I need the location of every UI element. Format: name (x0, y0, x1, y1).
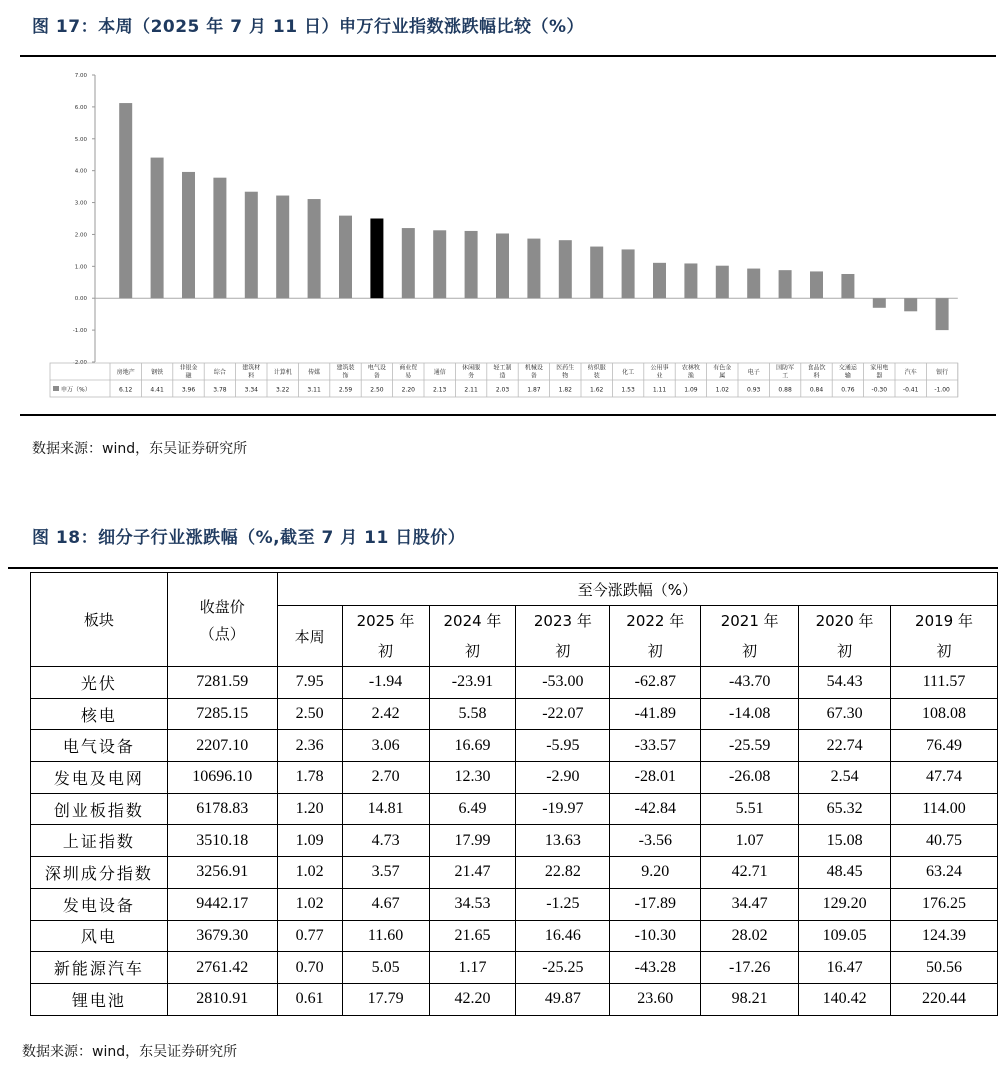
table-body (31, 667, 998, 1016)
category-label: 食品饮 (807, 364, 826, 372)
table-cell: 2810.91 (167, 983, 277, 1015)
value-label: 1.09 (684, 386, 698, 394)
bar (936, 298, 949, 330)
header-week: 本周 (277, 606, 342, 667)
table-cell: -42.84 (610, 793, 701, 825)
table-cell: 21.47 (429, 857, 516, 889)
bar-highlight (370, 219, 383, 299)
table-cell: 176.25 (891, 888, 998, 920)
value-label: 1.53 (621, 386, 635, 394)
table-cell: 67.30 (799, 698, 891, 730)
table-cell: -43.70 (701, 667, 799, 699)
legend-key (53, 386, 59, 391)
table-cell: 3.57 (342, 857, 429, 889)
header-suffix: 初 (555, 642, 571, 660)
value-label: 1.62 (590, 386, 604, 394)
value-label: 1.87 (527, 386, 541, 394)
bar (213, 178, 226, 299)
category-label: 通信 (433, 369, 446, 376)
table-cell: 1.09 (277, 825, 342, 857)
table-cell: 109.05 (799, 920, 891, 952)
table-cell: 28.02 (701, 920, 799, 952)
header-suffix: 初 (647, 642, 663, 660)
table-cell: 65.32 (799, 793, 891, 825)
category-label: 机械设 (524, 364, 543, 372)
value-label: 1.02 (715, 386, 729, 394)
table-cell: 13.63 (516, 825, 610, 857)
table-cell: 4.73 (342, 825, 429, 857)
table-cell: -14.08 (701, 698, 799, 730)
header-year: 2021 年 (720, 612, 779, 630)
value-label: 0.93 (747, 386, 761, 394)
table-cell: 5.05 (342, 952, 429, 984)
table-cell: 7285.15 (167, 698, 277, 730)
table-cell: 2761.42 (167, 952, 277, 984)
table-cell: 48.45 (799, 857, 891, 889)
bar (810, 271, 823, 298)
value-label: 2.50 (370, 386, 384, 394)
sector-performance-table (30, 572, 998, 1016)
table-cell: 0.61 (277, 983, 342, 1015)
y-tick-label: 5.00 (74, 136, 87, 143)
value-label: 2.59 (338, 386, 353, 394)
category-label: 公用事 (650, 364, 669, 372)
value-label: 3.78 (213, 386, 227, 394)
y-tick-label: 6.00 (74, 104, 87, 111)
y-tick-label: 7.00 (74, 73, 87, 79)
y-tick-label: -1.00 (72, 328, 87, 335)
table-cell: 1.07 (701, 825, 799, 857)
bar (339, 216, 352, 299)
category-label: 物 (562, 372, 569, 380)
table-cell: 124.39 (891, 920, 998, 952)
chart-canvas (20, 58, 995, 415)
bar (465, 231, 478, 298)
table-cell: 108.08 (891, 698, 998, 730)
table-cell: 2.54 (799, 762, 891, 794)
series-label: 申万（%） (61, 386, 91, 394)
table-cell: -22.07 (516, 698, 610, 730)
category-label: 渔 (687, 372, 694, 380)
value-label: 3.96 (181, 386, 196, 394)
bar (653, 263, 666, 298)
category-label: 属 (719, 372, 726, 380)
table-cell: 49.87 (516, 983, 610, 1015)
table-cell: 1.20 (277, 793, 342, 825)
table-cell: 2.50 (277, 698, 342, 730)
table-cell: 9442.17 (167, 888, 277, 920)
header-close-line1: 收盘价 (199, 597, 245, 616)
bar (716, 266, 729, 299)
category-label: 融 (185, 372, 192, 380)
table-row (31, 983, 998, 1015)
row-sector: 上证指数 (31, 825, 168, 857)
y-tick-label: -2.00 (72, 360, 87, 366)
header-close-line2: （点） (199, 624, 245, 643)
table-row (31, 762, 998, 794)
table-cell: 2.70 (342, 762, 429, 794)
table-top-rule (8, 567, 998, 569)
table-cell: 12.30 (429, 762, 516, 794)
table-row (31, 698, 998, 730)
header-year: 2025 年 (356, 612, 415, 630)
table-cell: 1.78 (277, 762, 342, 794)
table-cell: 21.65 (429, 920, 516, 952)
table-cell: -3.56 (610, 825, 701, 857)
category-label: 器 (876, 372, 883, 380)
table-row (31, 920, 998, 952)
table-cell: 1.02 (277, 857, 342, 889)
category-label: 综合 (213, 369, 226, 376)
value-label: 3.34 (244, 386, 258, 394)
category-label: 家用电 (870, 364, 889, 372)
value-label: 2.13 (433, 386, 447, 394)
header-suffix: 初 (837, 642, 853, 660)
header-year: 2022 年 (626, 612, 685, 630)
category-label: 建筑装 (336, 364, 355, 372)
bar (276, 196, 289, 299)
bar (559, 240, 572, 298)
table-cell: 4.67 (342, 888, 429, 920)
value-label: 2.03 (495, 386, 510, 394)
category-label: 输 (844, 372, 851, 380)
table-row (31, 730, 998, 762)
table-cell: 34.53 (429, 888, 516, 920)
header-suffix: 初 (742, 642, 758, 660)
figure-18-title: 图 18：细分子行业涨跌幅（%,截至 7 月 11 日股价） (32, 528, 466, 548)
table-cell: 16.69 (429, 730, 516, 762)
row-sector: 发电及电网 (31, 762, 168, 794)
table-cell: 16.46 (516, 920, 610, 952)
value-label: 1.82 (558, 386, 572, 394)
table-cell: 17.99 (429, 825, 516, 857)
value-label: 2.11 (464, 386, 478, 394)
bar-chart (20, 58, 995, 415)
table-row (31, 857, 998, 889)
bar (779, 270, 792, 298)
table-cell: 7.95 (277, 667, 342, 699)
table-cell: 7281.59 (167, 667, 277, 699)
table-cell: 0.77 (277, 920, 342, 952)
table-cell: 22.82 (516, 857, 610, 889)
table-cell: 9.20 (610, 857, 701, 889)
category-label: 料 (248, 372, 255, 380)
table-cell: 0.70 (277, 952, 342, 984)
table-row (31, 888, 998, 920)
table-cell: -26.08 (701, 762, 799, 794)
table-row (31, 667, 998, 699)
row-sector: 发电设备 (31, 888, 168, 920)
category-label: 商业贸 (399, 364, 418, 372)
header-col-2023 (516, 606, 610, 667)
table-cell: 15.08 (799, 825, 891, 857)
table-cell: 3.06 (342, 730, 429, 762)
value-label: 0.88 (778, 386, 792, 394)
chart-bottom-rule (20, 414, 996, 416)
table-row (31, 793, 998, 825)
table-row (31, 825, 998, 857)
category-label: 易 (405, 372, 412, 380)
category-label: 有色金 (713, 364, 732, 372)
table-cell: -43.28 (610, 952, 701, 984)
category-label: 务 (468, 372, 475, 380)
bar (904, 298, 917, 311)
header-close (167, 573, 277, 667)
row-sector: 光伏 (31, 667, 168, 699)
figure-17-source: 数据来源：wind，东吴证券研究所 (32, 441, 248, 457)
table-cell: -1.25 (516, 888, 610, 920)
category-label: 造 (499, 372, 506, 380)
table-cell: 63.24 (891, 857, 998, 889)
y-tick-label: 0.00 (74, 296, 87, 303)
header-year: 2019 年 (915, 612, 973, 630)
table-cell: 98.21 (701, 983, 799, 1015)
header-col-2022 (610, 606, 701, 667)
category-label: 轻工制 (493, 364, 512, 372)
category-label: 饰 (342, 372, 349, 380)
bar (622, 249, 635, 298)
category-label: 钢铁 (151, 369, 164, 376)
table-cell: 5.58 (429, 698, 516, 730)
table-cell: 140.42 (799, 983, 891, 1015)
table-cell: 50.56 (891, 952, 998, 984)
table-cell: -1.94 (342, 667, 429, 699)
table-cell: 3510.18 (167, 825, 277, 857)
table-cell: -23.91 (429, 667, 516, 699)
table-cell: 11.60 (342, 920, 429, 952)
table-cell: 2.36 (277, 730, 342, 762)
category-label: 电气设 (367, 364, 386, 372)
table-cell: 47.74 (891, 762, 998, 794)
table-cell: -25.25 (516, 952, 610, 984)
table-cell: 2.42 (342, 698, 429, 730)
table-cell: -53.00 (516, 667, 610, 699)
table-cell: 3256.91 (167, 857, 277, 889)
table-cell: -25.59 (701, 730, 799, 762)
header-col-2021 (701, 606, 799, 667)
table-cell: 1.02 (277, 888, 342, 920)
category-label: 休闲服 (462, 364, 481, 372)
category-label: 汽车 (904, 369, 917, 376)
y-tick-label: 2.00 (74, 232, 87, 239)
header-year: 2024 年 (443, 612, 502, 630)
table-cell: 42.20 (429, 983, 516, 1015)
header-sector: 板块 (31, 573, 168, 667)
category-label: 工 (782, 372, 789, 380)
header-col-2024 (429, 606, 516, 667)
table-cell: 22.74 (799, 730, 891, 762)
header-col-2020 (799, 606, 891, 667)
bar (119, 103, 132, 298)
table-cell: -5.95 (516, 730, 610, 762)
value-label: 0.84 (809, 386, 824, 394)
y-tick-label: 4.00 (74, 168, 87, 175)
table-cell: -41.89 (610, 698, 701, 730)
category-label: 传媒 (308, 369, 321, 376)
value-label: 3.11 (307, 386, 321, 394)
bar (402, 228, 415, 298)
value-label: 2.20 (401, 386, 415, 394)
bar (151, 158, 164, 299)
category-label: 建筑材 (242, 364, 261, 372)
value-label: 3.22 (276, 386, 290, 394)
value-label: 6.12 (119, 386, 133, 394)
table-cell: -33.57 (610, 730, 701, 762)
table-cell: 6178.83 (167, 793, 277, 825)
table-cell: -2.90 (516, 762, 610, 794)
category-label: 计算机 (273, 369, 292, 376)
value-label: -0.41 (902, 386, 919, 394)
category-label: 化工 (622, 369, 635, 376)
category-label: 农林牧 (681, 364, 700, 372)
category-label: 业 (656, 372, 663, 380)
category-label: 备 (373, 372, 380, 380)
bar (590, 247, 603, 299)
bar (684, 263, 697, 298)
bar (308, 199, 321, 298)
table-cell: 54.43 (799, 667, 891, 699)
table-cell: 42.71 (701, 857, 799, 889)
table-cell: 220.44 (891, 983, 998, 1015)
header-group: 至今涨跌幅（%） (277, 573, 997, 606)
header-col-2019 (891, 606, 998, 667)
table-cell: 129.20 (799, 888, 891, 920)
top-rule (20, 55, 996, 57)
table-cell: -17.89 (610, 888, 701, 920)
table-cell: 1.17 (429, 952, 516, 984)
table-cell: 6.49 (429, 793, 516, 825)
category-label: 国防军 (776, 364, 795, 372)
bar (527, 239, 540, 299)
bar (433, 230, 446, 298)
value-label: 1.11 (652, 386, 667, 394)
table-cell: -17.26 (701, 952, 799, 984)
y-tick-label: 3.00 (74, 200, 87, 207)
table-cell: 16.47 (799, 952, 891, 984)
table-cell: -19.97 (516, 793, 610, 825)
bar (496, 233, 509, 298)
header-year: 2020 年 (815, 612, 874, 630)
category-label: 料 (813, 372, 820, 380)
row-sector: 风电 (31, 920, 168, 952)
header-suffix: 初 (936, 642, 952, 660)
row-sector: 新能源汽车 (31, 952, 168, 984)
category-label: 电子 (747, 369, 760, 376)
table-cell: 17.79 (342, 983, 429, 1015)
bar (182, 172, 195, 298)
category-label: 医药生 (556, 364, 575, 372)
value-label: 4.41 (150, 386, 164, 394)
table-cell: 76.49 (891, 730, 998, 762)
row-sector: 核电 (31, 698, 168, 730)
table-cell: -28.01 (610, 762, 701, 794)
table-cell: 3679.30 (167, 920, 277, 952)
table-cell: 10696.10 (167, 762, 277, 794)
header-suffix: 初 (378, 642, 394, 660)
category-label: 交通运 (838, 364, 857, 372)
table-row (31, 952, 998, 984)
table-cell: 40.75 (891, 825, 998, 857)
category-label: 非银金 (179, 364, 198, 372)
figure-18-source: 数据来源：wind，东吴证券研究所 (22, 1044, 238, 1060)
figure-17-title: 图 17：本周（2025 年 7 月 11 日）申万行业指数涨跌幅比较（%） (32, 17, 585, 37)
table-cell: 23.60 (610, 983, 701, 1015)
bar (245, 192, 258, 299)
category-label: 房地产 (116, 369, 135, 376)
value-label: -1.00 (934, 386, 950, 394)
table-cell: -62.87 (610, 667, 701, 699)
y-tick-label: 1.00 (74, 264, 87, 271)
table-cell: 111.57 (891, 667, 998, 699)
value-label: -0.30 (871, 386, 888, 394)
row-sector: 锂电池 (31, 983, 168, 1015)
table-cell: 2207.10 (167, 730, 277, 762)
row-sector: 深圳成分指数 (31, 857, 168, 889)
bar (747, 269, 760, 299)
table-cell: 114.00 (891, 793, 998, 825)
table-cell: 34.47 (701, 888, 799, 920)
header-col-2025 (342, 606, 429, 667)
category-label: 装 (593, 372, 600, 380)
category-label: 纺织服 (587, 364, 606, 372)
bar (873, 298, 886, 308)
header-suffix: 初 (464, 642, 480, 660)
table-cell: 14.81 (342, 793, 429, 825)
table-cell: 5.51 (701, 793, 799, 825)
header-year: 2023 年 (533, 612, 592, 630)
category-label: 银行 (936, 369, 949, 376)
table-cell: -10.30 (610, 920, 701, 952)
row-sector: 创业板指数 (31, 793, 168, 825)
value-label: 0.76 (841, 386, 855, 394)
category-label: 备 (530, 372, 537, 380)
bar (841, 274, 854, 298)
row-sector: 电气设备 (31, 730, 168, 762)
